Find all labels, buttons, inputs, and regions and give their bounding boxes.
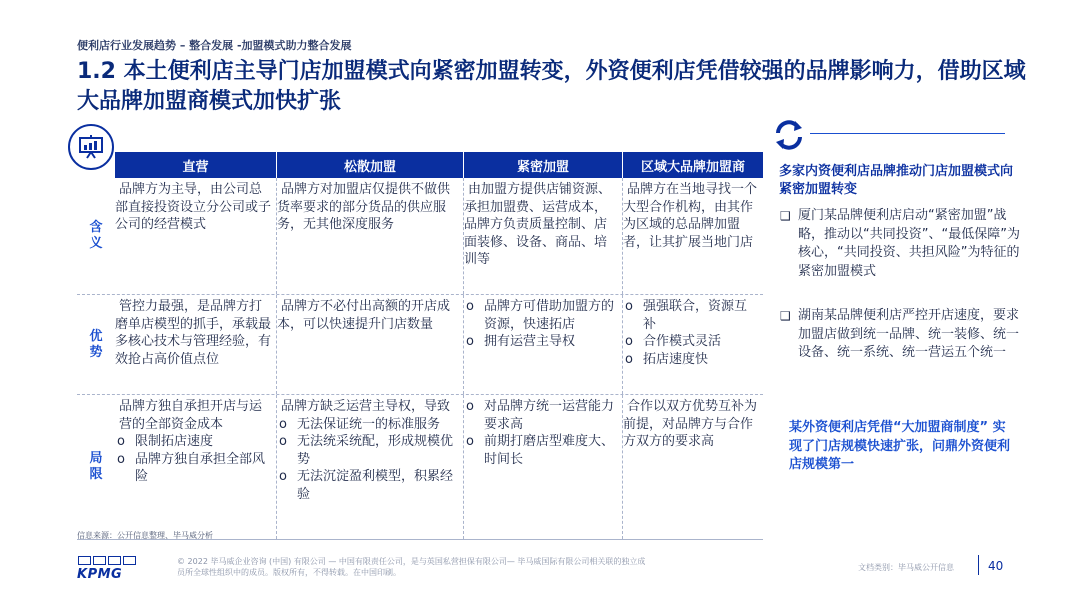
bullet-text: 无法保证统一的标准服务	[297, 416, 441, 432]
refresh-icon	[772, 118, 806, 152]
table-row	[77, 395, 763, 540]
bullet-text: 无法统采统配，形成规模优势	[297, 434, 454, 467]
table-cell	[623, 178, 763, 294]
bullet-text: 拓店速度快	[643, 351, 709, 367]
bullet-marker: o	[466, 299, 474, 314]
cell-text: 品牌方对加盟店仅提供不做供货率要求的部分货品的供应服务，无其他深度服务	[277, 182, 451, 232]
divider	[810, 133, 1005, 134]
bullet-text: 合作模式灵活	[643, 334, 722, 349]
bullet-text: 前期打磨店型难度大、时间长	[484, 434, 615, 467]
breadcrumb: 便利店行业发展趋势 – 整合发展 -加盟模式助力整合发展	[77, 39, 352, 52]
bullet-text: 拥有运营主导权	[484, 334, 576, 349]
divider	[978, 555, 979, 575]
bullet-marker: o	[466, 434, 474, 449]
table-cell	[115, 295, 277, 394]
bullet-text: 限制拓店速度	[135, 434, 214, 449]
list-item	[464, 333, 618, 351]
page-number: 40	[988, 559, 1004, 573]
highlight-note: 某外资便利店凭借“大加盟商制度” 实现了门店规模快速扩张，问鼎外资便利店规模第一	[789, 420, 1011, 472]
table-cell	[277, 178, 464, 294]
bullet-marker: o	[279, 469, 287, 484]
table-cell	[464, 395, 623, 539]
bullet-text: 无法沉淀盈利模型，积累经验	[297, 469, 454, 502]
table-header-row	[115, 152, 763, 178]
checkbox-icon: ❑	[780, 309, 791, 323]
bullet-marker: o	[117, 451, 125, 467]
bullet-marker: o	[625, 351, 633, 367]
document-classification: 文档类别：毕马威公开信息	[858, 563, 954, 572]
list-item	[277, 468, 459, 503]
bullet-text: 厦门某品牌便利店启动“紧密加盟”战略，推动以“共同投资”、“最低保障”为核心，“共同投资、共担风险”为特征的紧密加盟模式	[798, 208, 1020, 279]
bullet-text: 湖南某品牌便利店严控开店速度，要求加盟店做到统一品牌、统一装修、统一设备、统一系统、统一营运五个统一	[798, 308, 1020, 360]
kpmg-logo-boxes	[78, 556, 136, 565]
list-item	[464, 298, 618, 333]
bullet-text: 品牌方可借助加盟方的资源，快速拓店	[484, 299, 615, 332]
header-tight-franchise: 紧密加盟	[464, 152, 623, 178]
checkbox-icon: ❑	[780, 209, 791, 223]
list-item	[464, 433, 618, 468]
copyright-text: © 2022 毕马威企业咨询 (中国) 有限公司 — 中国有限责任公司，是与英国私营担保有限公司— 毕马威国际有限公司相关联的独立成员所全球性组织中的成员。版权所有，不得转载。在中国印刷。	[177, 557, 646, 577]
cell-text: 品牌方缺乏运营主导权，导致	[281, 399, 451, 414]
bullet-marker: o	[625, 299, 633, 314]
cell-text: 品牌方在当地寻找一个大型合作机构，由其作为区域的总品牌加盟者，让其扩展当地门店	[623, 182, 758, 250]
cell-text: 品牌方为主导，由公司总部直接投资设立分公司或子公司的经营模式	[115, 182, 272, 232]
table-cell	[115, 178, 277, 294]
cell-text: 管控力最强，是品牌方打磨单店模型的抓手，承载最多核心技术与管理经验，有效抢占高价值点位	[115, 299, 272, 367]
list-item	[780, 207, 1020, 281]
list-item	[623, 298, 759, 333]
bullet-marker: o	[279, 434, 287, 449]
list-item	[780, 307, 1020, 363]
list-item	[623, 351, 759, 369]
table-row	[77, 295, 763, 395]
cell-text: 合作以双方优势互补为前提，对品牌方与合作方双方的要求高	[623, 399, 758, 449]
table-cell	[623, 395, 763, 539]
row-label: 局限	[89, 451, 103, 482]
table-cell	[623, 295, 763, 394]
right-panel-heading: 多家内资便利店品牌推动门店加盟模式向紧密加盟转变	[779, 164, 1014, 197]
row-label: 优势	[89, 328, 103, 360]
page-title: 1.2 本土便利店主导门店加盟模式向紧密加盟转变，外资便利店凭借较强的品牌影响力，借助区域大品牌加盟商模式加快扩张	[77, 59, 1026, 114]
list-item	[464, 398, 618, 433]
bullet-marker: o	[466, 399, 474, 414]
bullet-text: 对品牌方统一运营能力要求高	[484, 399, 615, 432]
header-regional-franchise: 区域大品牌加盟商	[623, 152, 763, 178]
list-item	[277, 433, 459, 468]
franchise-model-table	[77, 152, 763, 540]
table-cell	[277, 395, 464, 539]
table-cell	[277, 295, 464, 394]
bullet-marker: o	[625, 334, 633, 349]
table-row	[77, 178, 763, 295]
list-item	[115, 451, 272, 486]
list-item	[623, 333, 759, 351]
bullet-marker: o	[466, 334, 474, 349]
cell-text: 品牌方独自承担开店与运营的全部资金成本	[119, 399, 263, 432]
table-cell	[115, 395, 277, 539]
list-item	[115, 433, 272, 451]
table-cell	[464, 178, 623, 294]
row-label: 含义	[89, 220, 103, 251]
header-direct: 直营	[115, 152, 277, 178]
header-loose-franchise: 松散加盟	[277, 152, 464, 178]
cell-text: 品牌方不必付出高额的开店成本，可以快速提升门店数量	[277, 299, 451, 332]
bullet-text: 品牌方独自承担全部风险	[135, 451, 266, 484]
bullet-marker: o	[279, 416, 287, 432]
bullet-marker: o	[117, 434, 125, 449]
cell-text: 由加盟方提供店铺资源、承担加盟费、运营成本，品牌方负责质量控制、店面装修、设备、商品、培训等	[464, 182, 612, 267]
list-item	[277, 416, 459, 434]
kpmg-logo: KPMG	[77, 567, 123, 582]
source-note: 信息来源：公开信息整理、毕马威分析	[77, 531, 213, 540]
table-cell	[464, 295, 623, 394]
bullet-text: 强强联合，资源互补	[643, 299, 748, 332]
